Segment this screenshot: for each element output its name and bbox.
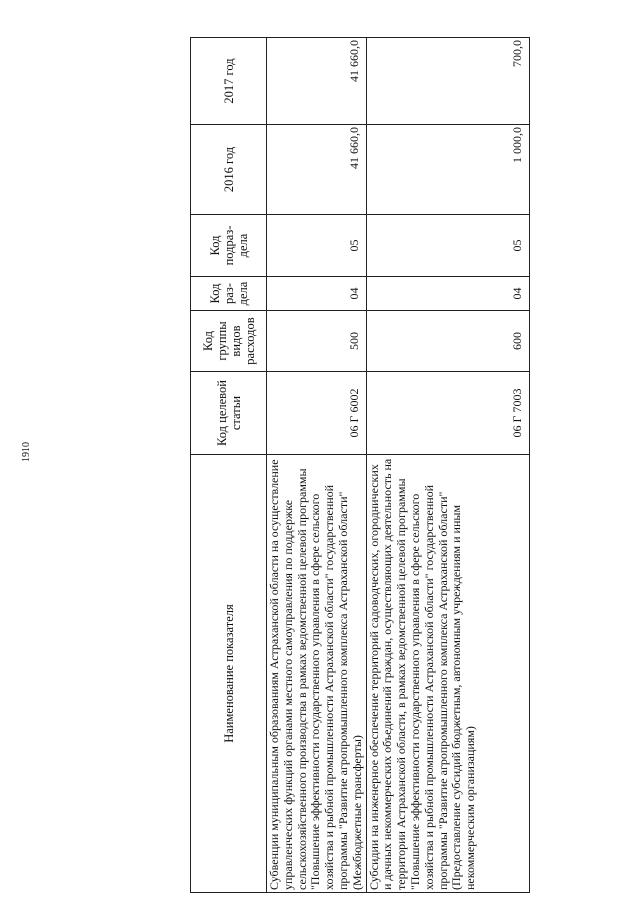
row-year-2016: 1 000,0 [366, 125, 529, 215]
header-year-2016: 2016 год [191, 125, 267, 215]
budget-table [190, 37, 530, 893]
page-number: 1910 [21, 442, 32, 462]
rotated-table-container [190, 38, 524, 893]
header-section-code: Код раз-дела [191, 277, 267, 311]
header-group-code: Код группы видов расходов [191, 311, 267, 372]
row-year-2017: 41 660,0 [267, 38, 367, 125]
row-year-2016: 41 660,0 [267, 125, 367, 215]
header-subsection-code: Код подраз-дела [191, 215, 267, 277]
row-name: Субсидии на инженерное обеспечение территорий садоводческих, огороднических и дачных некоммерческих объединений граждан, осуществляющих деятельность на территории Астраханской области, в рамках ведомственной целевой программы "Повышение эффективности государственного управления в сфере сельского хозяйства и рыбной промышленности Астраханской области" государственной программы "Развитие агропромышленного комплекса Астраханской области" (Предоставление субсидий бюджетным, автономным учреждениям и иным некоммерческим организациям) [366, 455, 529, 893]
table-row [366, 38, 529, 893]
table-row [267, 38, 367, 893]
row-target-code: 06 Г 6002 [267, 372, 367, 455]
header-year-2017: 2017 год [191, 38, 267, 125]
row-group-code: 600 [366, 311, 529, 372]
row-section-code: 04 [267, 277, 367, 311]
header-target-code: Код целевой статьи [191, 372, 267, 455]
row-subsection-code: 05 [267, 215, 367, 277]
row-group-code: 500 [267, 311, 367, 372]
header-name: Наименование показателя [191, 455, 267, 893]
row-subsection-code: 05 [366, 215, 529, 277]
row-year-2017: 700,0 [366, 38, 529, 125]
row-name: Субвенции муниципальным образованиям Астраханской области на осуществление управленческих функций органами местного самоуправления по поддержке сельскохозяйственного производства в рамках ведомственной целевой программы "Повышение эффективности государственного управления в сфере сельского хозяйства и рыбной промышленности Астраханской области" государственной программы "Развитие агропромышленного комплекса Астраханской области" (Межбюджетные трансферты) [267, 455, 367, 893]
table-header-row [191, 38, 267, 893]
row-target-code: 06 Г 7003 [366, 372, 529, 455]
row-section-code: 04 [366, 277, 529, 311]
